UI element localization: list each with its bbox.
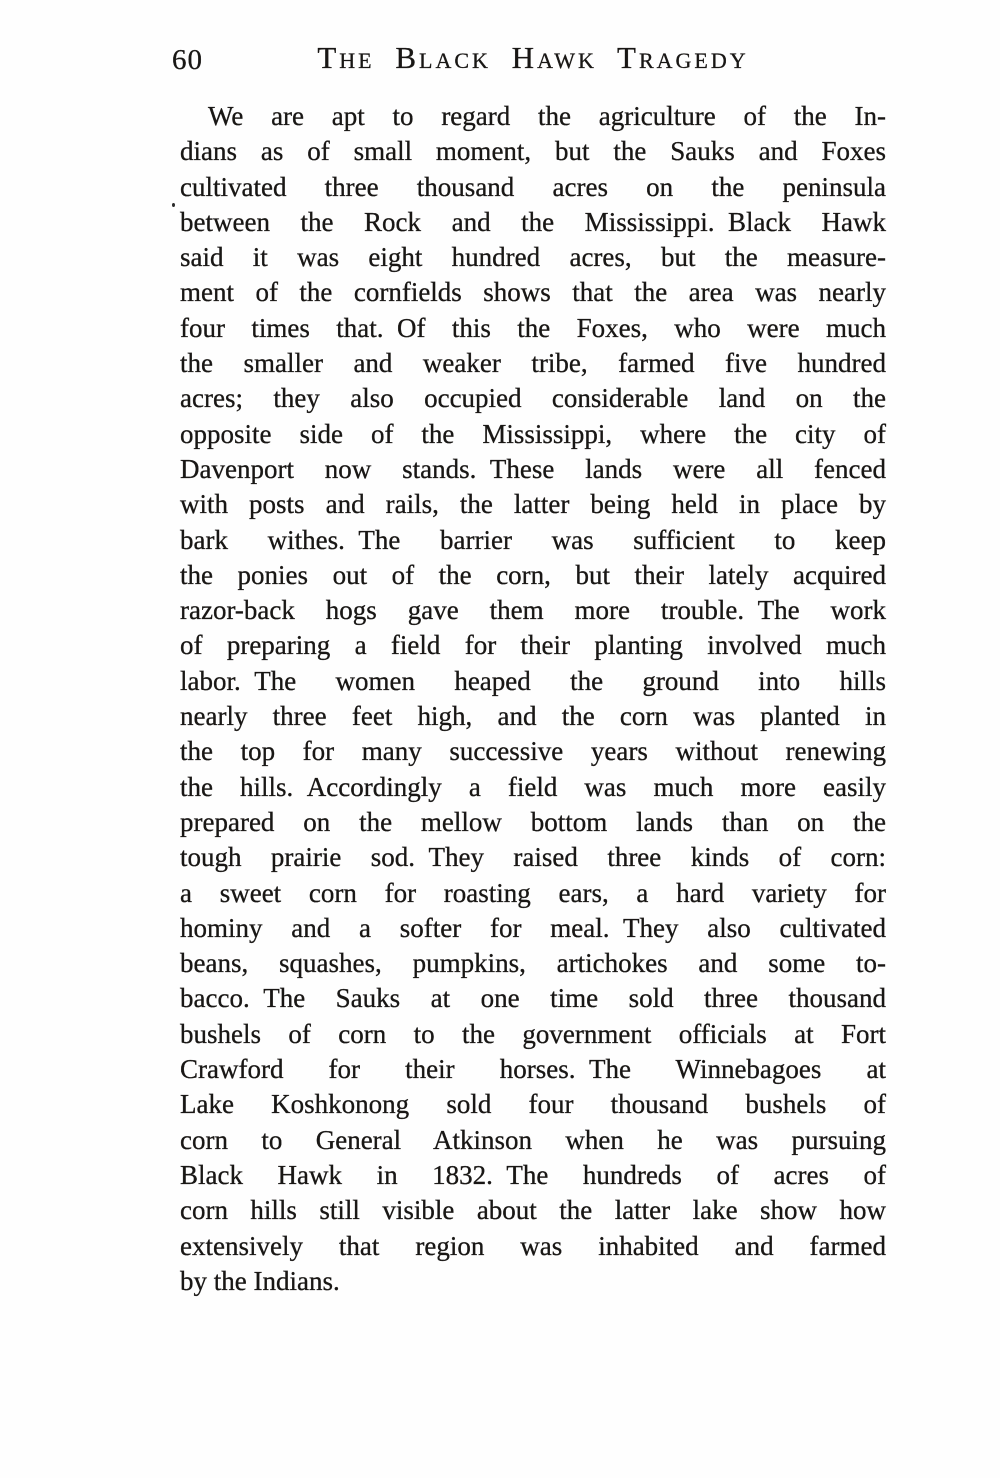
- text-line: the ponies out of the corn, but their lately acquired: [180, 559, 886, 590]
- text-line: acres; they also occupied considerable land on the: [180, 383, 886, 414]
- text-line: a sweet corn for roasting ears, a hard variety for: [180, 877, 886, 908]
- text-line: Lake Koshkonong sold four thousand bushels of: [180, 1089, 886, 1120]
- text-line: bushels of corn to the government officials at Fort: [180, 1018, 886, 1049]
- page-number: 60: [172, 44, 203, 76]
- text-line: corn hills still visible about the latter lake show how: [180, 1195, 886, 1226]
- text-line: by the Indians.: [180, 1265, 340, 1296]
- text-line: four times that. Of this the Foxes, who were much: [180, 312, 886, 343]
- text-line: Black Hawk in 1832. The hundreds of acres of: [180, 1159, 886, 1190]
- running-title: The Black Hawk Tragedy: [317, 40, 749, 75]
- text-line: bark withes. The barrier was sufficient to keep: [180, 524, 886, 555]
- text-line: cultivated three thousand acres on the peninsula: [180, 171, 886, 202]
- text-line: said it was eight hundred acres, but the measure-: [180, 242, 886, 273]
- text-line: nearly three feet high, and the corn was planted in: [180, 701, 886, 732]
- text-line: between the Rock and the Mississippi. Black Hawk: [180, 206, 886, 237]
- text-line: We are apt to regard the agriculture of the In-: [208, 101, 886, 131]
- text-line: dians as of small moment, but the Sauks and Foxes: [180, 136, 886, 167]
- text-line: hominy and a softer for meal. They also cultivated: [180, 912, 886, 943]
- text-line: opposite side of the Mississippi, where the city of: [180, 418, 886, 449]
- text-line: of preparing a field for their planting involved much: [180, 630, 886, 661]
- scan-speckle: [172, 203, 175, 207]
- text-line: prepared on the mellow bottom lands than on the: [180, 806, 886, 837]
- text-line: ment of the cornfields shows that the area was nearly: [180, 277, 886, 308]
- text-line: beans, squashes, pumpkins, artichokes and some to-: [180, 948, 886, 979]
- body-text: [180, 99, 886, 1299]
- text-line: Davenport now stands. These lands were all fenced: [180, 453, 886, 484]
- text-line: the smaller and weaker tribe, farmed five hundred: [180, 348, 886, 379]
- text-line: Crawford for their horses. The Winnebagoes at: [180, 1054, 886, 1085]
- text-line: extensively that region was inhabited and farmed: [180, 1230, 886, 1261]
- text-line: corn to General Atkinson when he was pursuing: [180, 1124, 886, 1155]
- text-line: with posts and rails, the latter being held in place by: [180, 489, 886, 520]
- text-line: tough prairie sod. They raised three kinds of corn:: [180, 842, 886, 873]
- text-line: the top for many successive years without renewing: [180, 736, 886, 767]
- text-line: razor-back hogs gave them more trouble. The work: [180, 595, 886, 626]
- text-line: the hills. Accordingly a field was much more easily: [180, 771, 886, 802]
- text-line: bacco. The Sauks at one time sold three thousand: [180, 983, 886, 1014]
- text-line: labor. The women heaped the ground into hills: [180, 665, 886, 696]
